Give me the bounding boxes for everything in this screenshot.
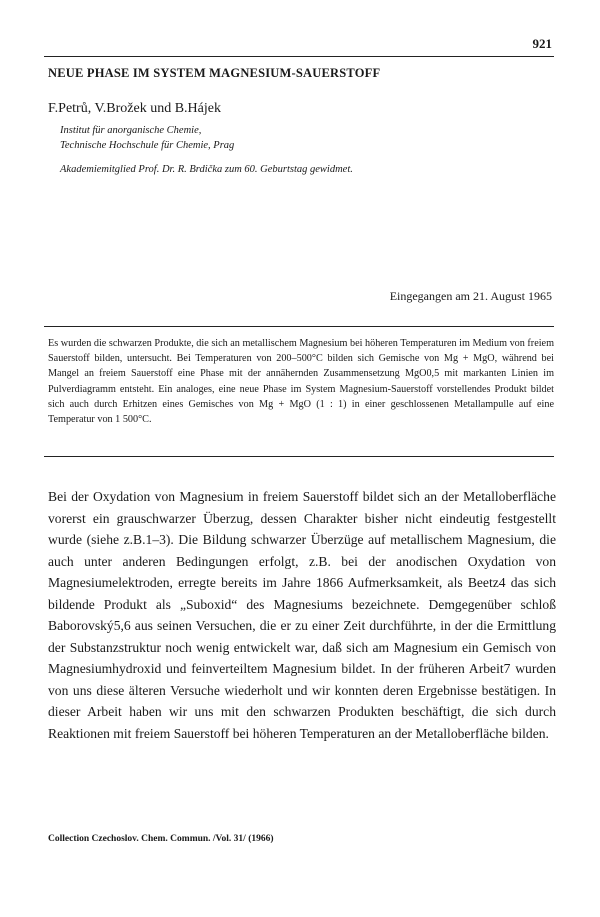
header-rule [44, 56, 554, 57]
abstract-rule-top [44, 326, 554, 327]
abstract-rule-bottom [44, 456, 554, 457]
affiliation-school: Technische Hochschule für Chemie, Prag [60, 140, 235, 151]
body-paragraph: Bei der Oxydation von Magnesium in freiem Sauerstoff bildet sich an der Metalloberfläche vorerst ein grauschwarzer Überzug, dessen Charakter bisher nicht eindeutig festgestellt wurde (siehe z.B.1–3). Die Bildung schwarzer Überzüge auf metallischem Magnesium, die auch unter anderen Bedingungen erfolgt, z.B. bei der anodischen Oxydation von Magnesiumelektroden, erregte bereits im Jahre 1866 Aufmerksamkeit, als Beetz4 das sich bildende Produkt als „Suboxid“ des Magnesiums bezeichnete. Demgegenüber schloß Baborovský5,6 aus seinen Versuchen, die er zu einer Zeit durchführte, in der die Ermittlung der Substanzstruktur noch wenig entwickelt war, daß sich am Magnesium ein Gemisch von Magnesiumhydroxid und feinverteiltem Magnesium bildet. In der früheren Arbeit7 wurden von uns diese älteren Versuche wiederholt und wir konnten deren Ergebnisse bestätigen. In dieser Arbeit haben wir uns mit den schwarzen Produkten beschäftigt, die sich durch Reaktionen mit freiem Sauerstoff bei höheren Temperaturen an der Metalloberfläche bilden. [48, 489, 556, 741]
page-number: 921 [532, 36, 552, 51]
journal-footer: Collection Czechoslov. Chem. Commun. /Vol. 31/ (1966) [48, 834, 274, 844]
dedication: Akademiemitglied Prof. Dr. R. Brdička zum 60. Geburtstag gewidmet. [60, 164, 353, 175]
received-date: Eingegangen am 21. August 1965 [389, 289, 552, 303]
affiliation-institute: Institut für anorganische Chemie, [60, 125, 202, 136]
abstract: Es wurden die schwarzen Produkte, die sich an metallischem Magnesium bei höheren Temperaturen im Medium von freiem Sauerstoff bilden, untersucht. Bei Temperaturen von 200–500°C bilden sich Gemische von Mg + MgO, während bei Mangel an freiem Sauerstoff eine Phase mit der annähernden Zusammensetzung MgO0,5 mit markanten Linien im Pulverdiagramm entsteht. Ein analoges, eine neue Phase im System Magnesium-Sauerstoff vorstellendes Produkt bildet sich auch durch Erhitzen eines Gemisches von Mg + MgO (1 : 1) in einer geschlossenen Metallampulle auf eine Temperatur von 1 500°C. [48, 338, 554, 426]
article-title: NEUE PHASE IM SYSTEM MAGNESIUM-SAUERSTOFF [48, 66, 381, 80]
author-list: F.Petrů, V.Brožek und B.Hájek [48, 101, 221, 116]
